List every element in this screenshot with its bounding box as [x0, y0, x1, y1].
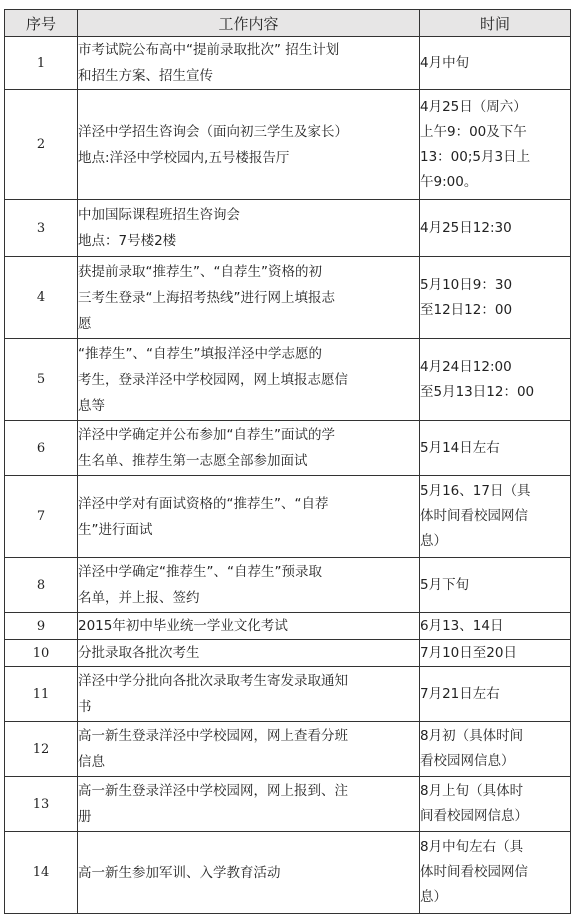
work-content-line: 分批录取各批次考生	[78, 645, 200, 661]
work-content-line: 市考试院公布高中“提前录取批次” 招生计划	[78, 42, 340, 58]
row-number: 7	[5, 476, 78, 558]
time-line: 看校园网信息）	[420, 753, 515, 769]
time-line: 4月中旬	[420, 54, 470, 71]
time-cell	[420, 667, 571, 722]
row-number: 2	[5, 90, 78, 200]
work-content-line: 愿	[78, 315, 92, 332]
time-cell	[420, 777, 571, 832]
work-content-line: 洋泾中学分批向各批次录取考生寄发录取通知	[78, 673, 348, 689]
row-number: 11	[5, 667, 78, 722]
time-line: 体时间看校园网信	[420, 508, 528, 524]
time-line: 6月13、14日	[420, 617, 504, 634]
work-content-line: 洋泾中学确定并公布参加“自荐生”面试的学	[78, 427, 335, 443]
work-content-line: 高一新生登录洋泾中学校园网，网上查看分班	[78, 728, 348, 744]
row-number: 4	[5, 257, 78, 339]
time-cell	[420, 613, 571, 640]
work-content-line: 册	[78, 809, 92, 825]
work-content-line: 获提前录取“推荐生”、“自荐生”资格的初	[78, 263, 322, 280]
work-content-cell	[78, 613, 420, 640]
time-line: 午9:00。	[420, 173, 478, 190]
time-cell	[420, 722, 571, 777]
table-row	[5, 722, 571, 777]
time-cell	[420, 476, 571, 558]
time-cell	[420, 257, 571, 339]
table-row	[5, 421, 571, 476]
time-line: 5月10日9：30	[420, 276, 513, 293]
work-content-line: 地点：7号楼2楼	[78, 233, 177, 249]
time-cell	[420, 558, 571, 613]
row-number: 14	[5, 832, 78, 914]
time-line: 4月24日12:00	[420, 358, 512, 375]
work-content-cell	[78, 257, 420, 339]
row-number: 9	[5, 613, 78, 640]
table-row	[5, 777, 571, 832]
work-content-line: 生名单、推荐生第一志愿全部参加面试	[78, 453, 308, 469]
header-time: 时间	[420, 10, 571, 37]
time-line: 息）	[420, 889, 447, 905]
table-body	[5, 37, 571, 914]
work-content-line: 地点:洋泾中学校园内,五号楼报告厅	[78, 149, 290, 166]
row-number: 3	[5, 200, 78, 257]
time-line: 13：00;5月3日上	[420, 148, 531, 165]
work-content-line: 三考生登录“上海招考热线”进行网上填报志	[78, 289, 335, 306]
work-content-cell	[78, 37, 420, 90]
time-line: 5月下旬	[420, 576, 470, 593]
table-row	[5, 37, 571, 90]
work-content-line: 名单，并上报、签约	[78, 590, 200, 606]
work-content-cell	[78, 476, 420, 558]
table-row	[5, 832, 571, 914]
time-line: 8月中旬左右（具	[420, 839, 524, 855]
row-number: 6	[5, 421, 78, 476]
row-number: 13	[5, 777, 78, 832]
work-content-line: “推荐生”、“自荐生”填报洋泾中学志愿的	[78, 345, 322, 362]
work-content-cell	[78, 558, 420, 613]
time-cell	[420, 37, 571, 90]
work-content-line: 书	[78, 699, 92, 715]
table-row	[5, 339, 571, 421]
table-row	[5, 667, 571, 722]
work-content-cell	[78, 667, 420, 722]
time-line: 5月16、17日（具	[420, 483, 531, 499]
work-content-cell	[78, 90, 420, 200]
table-row	[5, 90, 571, 200]
time-line: 息）	[420, 533, 447, 549]
time-line: 间看校园网信息）	[420, 808, 528, 824]
time-line: 5月14日左右	[420, 439, 500, 456]
work-content-line: 信息	[78, 754, 105, 770]
work-content-line: 洋泾中学确定“推荐生”、“自荐生”预录取	[78, 564, 322, 580]
time-line: 上午9：00及下午	[420, 123, 527, 140]
time-line: 至5月13日12：00	[420, 383, 535, 400]
row-number: 5	[5, 339, 78, 421]
work-content-cell	[78, 722, 420, 777]
row-number: 8	[5, 558, 78, 613]
work-content-line: 中加国际课程班招生咨询会	[78, 207, 240, 223]
time-cell	[420, 200, 571, 257]
work-content-line: 洋泾中学招生咨询会（面向初三学生及家长）	[78, 123, 348, 140]
work-content-line: 息等	[78, 397, 105, 414]
time-line: 体时间看校园网信	[420, 864, 528, 880]
time-cell	[420, 832, 571, 914]
schedule-table	[4, 9, 571, 914]
table-row	[5, 613, 571, 640]
row-number: 12	[5, 722, 78, 777]
work-content-line: 洋泾中学对有面试资格的“推荐生”、“自荐	[78, 495, 329, 512]
time-line: 8月初（具体时间	[420, 728, 524, 744]
table-row	[5, 257, 571, 339]
work-content-cell	[78, 832, 420, 914]
work-content-line: 高一新生登录洋泾中学校园网，网上报到、注	[78, 783, 348, 799]
work-content-line: 和招生方案、招生宣传	[78, 68, 213, 84]
table-row	[5, 640, 571, 667]
work-content-line: 生”进行面试	[78, 521, 153, 538]
time-line: 4月25日（周六）	[420, 98, 527, 115]
table-row	[5, 200, 571, 257]
work-content-line: 2015年初中毕业统一学业文化考试	[78, 618, 288, 634]
work-content-line: 考生，登录洋泾中学校园网，网上填报志愿信	[78, 371, 348, 388]
time-line: 7月10日至20日	[420, 644, 517, 661]
work-content-cell	[78, 200, 420, 257]
time-line: 7月21日左右	[420, 685, 500, 702]
work-content-cell	[78, 777, 420, 832]
time-line: 至12日12：00	[420, 301, 513, 318]
table-row	[5, 558, 571, 613]
time-cell	[420, 90, 571, 200]
header-num: 序号	[5, 10, 78, 37]
work-content-line: 高一新生参加军训、入学教育活动	[78, 864, 281, 881]
time-cell	[420, 421, 571, 476]
table-row	[5, 476, 571, 558]
work-content-cell	[78, 640, 420, 667]
time-cell	[420, 640, 571, 667]
time-line: 8月上旬（具体时	[420, 783, 524, 799]
header-content: 工作内容	[78, 10, 420, 37]
row-number: 10	[5, 640, 78, 667]
work-content-cell	[78, 339, 420, 421]
work-content-cell	[78, 421, 420, 476]
time-cell	[420, 339, 571, 421]
time-line: 4月25日12:30	[420, 219, 512, 236]
header-row	[5, 10, 571, 37]
row-number: 1	[5, 37, 78, 90]
